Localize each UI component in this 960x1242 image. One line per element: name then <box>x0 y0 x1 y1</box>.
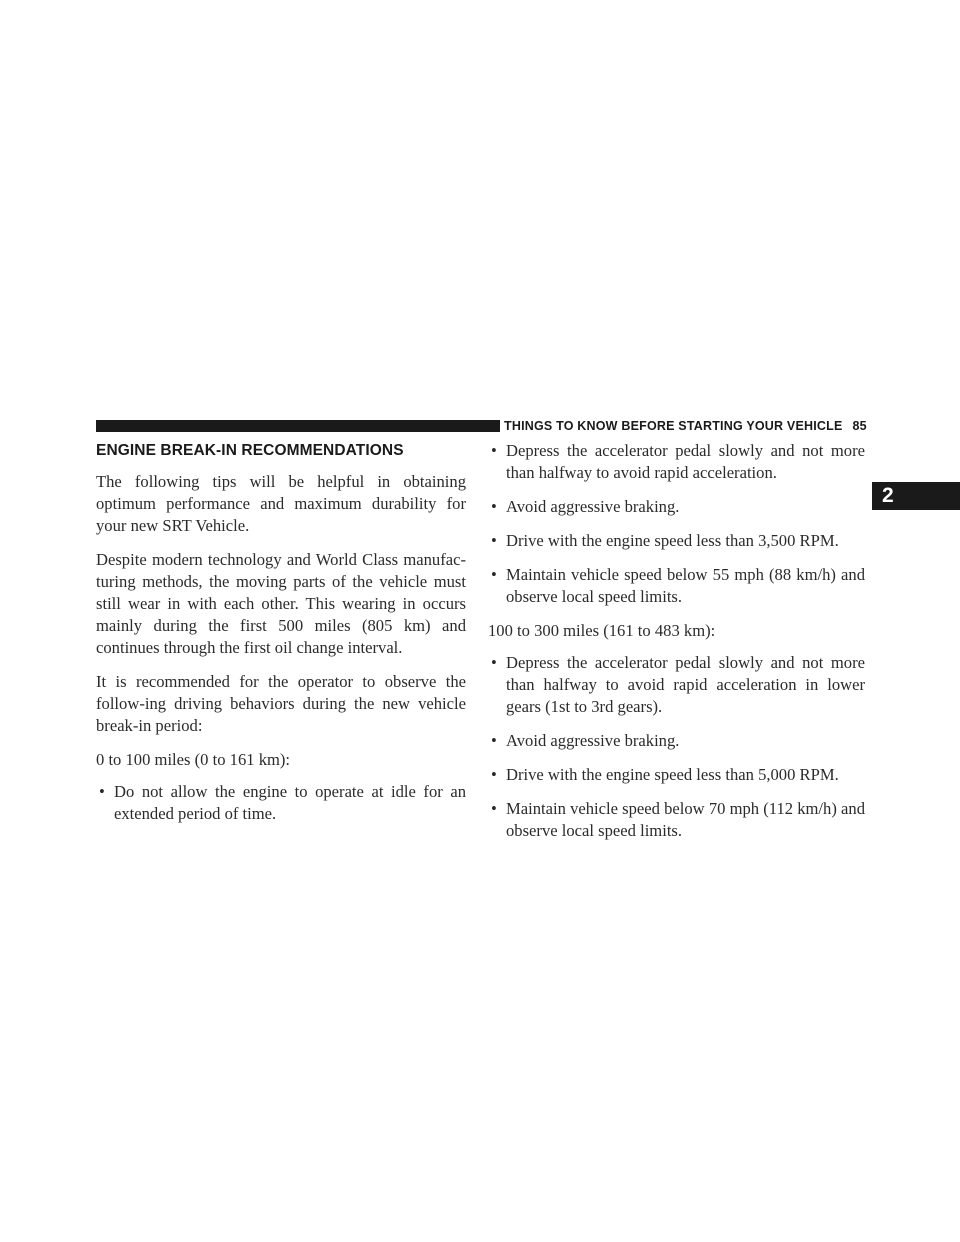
stage1-list <box>96 781 466 825</box>
stage1-list-continued <box>488 440 865 608</box>
bullet-icon: • <box>491 441 497 460</box>
stage1-label: 0 to 100 miles (0 to 161 km): <box>96 750 291 769</box>
stage2-label: 100 to 300 miles (161 to 483 km): <box>488 621 716 640</box>
list-item: • Depress the accelerator pedal slowly and not more than halfway to avoid rapid acceleration. <box>491 441 865 482</box>
list-item: • Depress the accelerator pedal slowly and not more than halfway to avoid rapid acceleration in lower gears (1st to 3rd gears). <box>491 653 865 716</box>
bullet-icon: • <box>491 765 497 784</box>
list-item: • Do not allow the engine to operate at idle for an extended period of time. <box>99 782 466 823</box>
section-heading: ENGINE BREAK-IN RECOMMENDATIONS <box>96 442 404 459</box>
chapter-tab <box>872 482 960 510</box>
paragraph-recommendation: It is recommended for the operator to observe the follow-ing driving behaviors during the new vehicle break-in period: <box>96 672 466 735</box>
bullet-icon: • <box>99 782 105 801</box>
bullet-icon: • <box>491 497 497 516</box>
list-item: • Drive with the engine speed less than 3,500 RPM. <box>491 531 839 550</box>
bullet-icon: • <box>491 565 497 584</box>
running-header <box>504 417 866 435</box>
list-item: • Maintain vehicle speed below 55 mph (88 km/h) and observe local speed limits. <box>491 565 865 606</box>
header-rule <box>96 420 500 432</box>
bullet-icon: • <box>491 799 497 818</box>
header-title: THINGS TO KNOW BEFORE STARTING YOUR VEHICLE <box>504 419 843 433</box>
list-item: • Maintain vehicle speed below 70 mph (112 km/h) and observe local speed limits. <box>491 799 865 840</box>
list-item: • Avoid aggressive braking. <box>491 731 680 750</box>
paragraph-wear-in: Despite modern technology and World Class manufac-turing methods, the moving parts of the vehicle must still wear in with each other. This wearing in occurs mainly during the first 500 miles (805 km) and continues through the first oil change interval. <box>96 550 466 657</box>
list-item: • Drive with the engine speed less than 5,000 RPM. <box>491 765 839 784</box>
bullet-icon: • <box>491 653 497 672</box>
bullet-icon: • <box>491 731 497 750</box>
paragraph-intro: The following tips will be helpful in obtaining optimum performance and maximum durability for your new SRT Vehicle. <box>96 472 466 535</box>
list-item: • Avoid aggressive braking. <box>491 497 680 516</box>
left-column <box>96 440 466 837</box>
chapter-number: 2 <box>882 484 894 507</box>
right-column <box>488 440 865 854</box>
bullet-icon: • <box>491 531 497 550</box>
stage2-list <box>488 652 865 842</box>
page-number: 85 <box>852 419 867 433</box>
